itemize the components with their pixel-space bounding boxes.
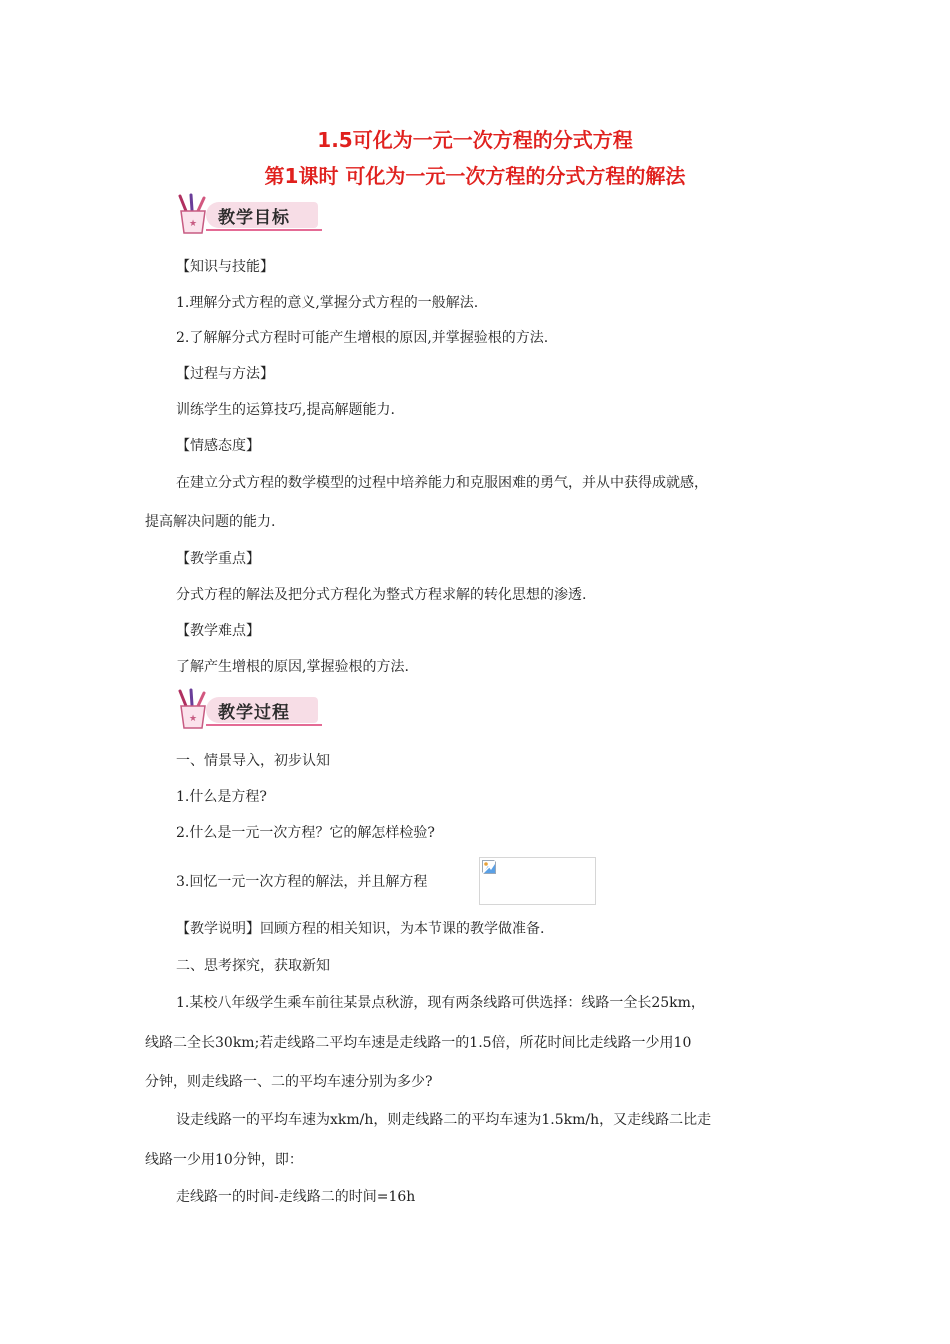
paragraph: 在建立分式方程的数学模型的过程中培养能力和克服困难的勇气，并从中获得成就感， — [176, 475, 708, 491]
broken-image-icon — [482, 860, 496, 874]
subsection-heading: 一、情景导入，初步认知 — [176, 753, 330, 769]
paragraph: 了解产生增根的原因,掌握验根的方法. — [176, 659, 409, 675]
paragraph: 线路一少用10分钟，即： — [145, 1152, 303, 1168]
teaching-note: 【教学说明】回顾方程的相关知识，为本节课的教学做准备. — [176, 921, 545, 937]
section-banner-goals — [172, 193, 324, 237]
paragraph: 1.什么是方程? — [176, 789, 267, 805]
paragraph: 训练学生的运算技巧,提高解题能力. — [176, 402, 395, 418]
heading-difficulties: 【教学难点】 — [176, 623, 260, 639]
equation-image-placeholder — [479, 857, 596, 905]
paragraph: 线路二全长30km;若走线路二平均车速是走线路一的1.5倍，所花时间比走线路一少用10 — [145, 1035, 692, 1051]
paragraph: 1.某校八年级学生乘车前往某景点秋游，现有两条线路可供选择：线路一全长25km， — [176, 995, 705, 1011]
paragraph: 分钟，则走线路一、二的平均车速分别为多少? — [145, 1074, 433, 1090]
paragraph: 2.什么是一元一次方程？它的解怎样检验? — [176, 825, 435, 841]
section-label-process: 教学过程 — [218, 703, 290, 723]
paragraph: 3.回忆一元一次方程的解法，并且解方程 — [176, 874, 428, 890]
svg-text:★: ★ — [188, 714, 198, 724]
paragraph: 走线路一的时间-走线路二的时间=16h — [176, 1189, 416, 1205]
doc-title: 1.5可化为一元一次方程的分式方程 — [317, 128, 633, 152]
paragraph: 分式方程的解法及把分式方程化为整式方程求解的转化思想的渗透. — [176, 587, 587, 603]
heading-key-points: 【教学重点】 — [176, 551, 260, 567]
paragraph: 提高解决问题的能力. — [145, 514, 276, 530]
paragraph: 1.理解分式方程的意义,掌握分式方程的一般解法. — [176, 295, 479, 311]
svg-text:★: ★ — [188, 219, 198, 229]
heading-emotion-attitude: 【情感态度】 — [176, 438, 260, 454]
paragraph: 2.了解解分式方程时可能产生增根的原因,并掌握验根的方法. — [176, 330, 549, 346]
section-banner-process — [172, 688, 324, 732]
heading-process-method: 【过程与方法】 — [176, 366, 274, 382]
doc-subtitle: 第1课时 可化为一元一次方程的分式方程的解法 — [264, 164, 686, 188]
section-label-goals: 教学目标 — [218, 208, 290, 228]
heading-knowledge-skills: 【知识与技能】 — [176, 259, 274, 275]
subsection-heading: 二、思考探究，获取新知 — [176, 958, 330, 974]
paragraph: 设走线路一的平均车速为xkm/h，则走线路二的平均车速为1.5km/h，又走线路二比走 — [176, 1112, 712, 1128]
